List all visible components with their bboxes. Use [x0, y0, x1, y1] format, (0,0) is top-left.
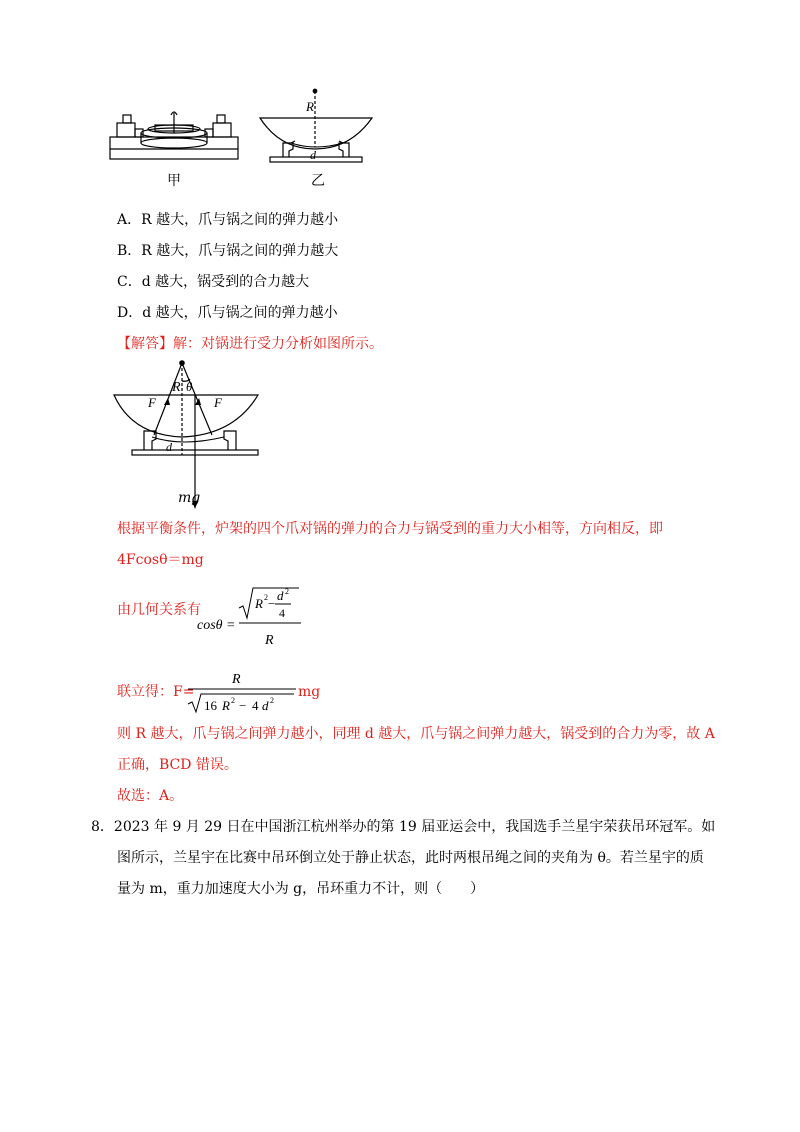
- option-c-text: d 越大，锅受到的合力越大: [141, 274, 310, 290]
- q8-line1-text: 2023 年 9 月 29 日在中国浙江杭州举办的第 19 届亚运会中，我国选手兰星宇荣获吊环冠军。如: [113, 819, 716, 835]
- fd-label-F-right: F: [214, 395, 222, 410]
- option-b-letter: B．: [117, 243, 142, 259]
- answer-choice: 故选：A。: [117, 788, 184, 804]
- answer-intro-text: 解：对锅进行受力分析如图所示。: [173, 336, 383, 352]
- conclusion-line1: 则 R 越大，爪与锅之间弹力越小，同理 d 越大，爪与锅之间弹力越大，锅受到的合力为零，故 A: [117, 726, 715, 742]
- fd-label-R: R: [172, 380, 181, 395]
- label-d-top: d: [310, 148, 316, 162]
- geometry-label: 由几何关系有: [117, 602, 201, 618]
- cos-formula: [195, 584, 315, 656]
- option-c-letter: C．: [117, 274, 142, 290]
- combine-label: 联立得：F=: [117, 684, 195, 700]
- svg-text:d: d: [262, 698, 269, 713]
- answer-para1-line2: 4Fcosθ＝mg: [117, 552, 204, 568]
- answer-para1-line1: 根据平衡条件，炉架的四个爪对锅的弹力的合力与锅受到的重力大小相等，方向相反，即: [117, 521, 663, 537]
- label-R-top: R: [306, 99, 314, 114]
- svg-text:2: 2: [285, 587, 289, 596]
- answer-intro: [117, 334, 383, 354]
- combine-num: R: [232, 672, 241, 687]
- option-d-text: d 越大，爪与锅之间的弹力越小: [142, 305, 338, 321]
- svg-text:16: 16: [204, 698, 217, 713]
- svg-text:2: 2: [231, 696, 235, 705]
- option-d-letter: D．: [117, 305, 143, 321]
- answer-tag: 【解答】: [117, 336, 173, 352]
- combine-tail: mg: [298, 684, 321, 700]
- fd-label-mg: mg: [178, 490, 201, 506]
- svg-text:R: R: [255, 596, 263, 611]
- wok-diagram-yi: [260, 89, 372, 162]
- q8-line1: [91, 817, 715, 837]
- svg-text:4: 4: [252, 698, 259, 713]
- combine-formula: [186, 668, 298, 716]
- svg-text:2: 2: [270, 696, 274, 705]
- stove-diagram-jia: [110, 112, 238, 159]
- option-c: [117, 272, 309, 292]
- conclusion-line2: 正确，BCD 错误。: [117, 757, 238, 773]
- option-a: [117, 210, 338, 230]
- svg-text:d: d: [277, 588, 284, 603]
- fd-label-theta: θ: [186, 379, 193, 394]
- q8-line3: 量为 m，重力加速度大小为 g，吊环重力不计，则（ ）: [117, 881, 485, 897]
- cos-den: R: [265, 633, 274, 648]
- caption-jia: 甲: [167, 174, 181, 189]
- caption-yi: 乙: [311, 174, 325, 189]
- option-a-text: R 越大，爪与锅之间的弹力越小: [141, 212, 339, 228]
- q8-number: 8．: [91, 819, 114, 835]
- option-a-letter: A．: [117, 212, 142, 228]
- svg-text:R: R: [222, 698, 230, 713]
- stove-figure: [105, 85, 390, 195]
- fd-label-d: d: [166, 440, 172, 454]
- svg-text:2: 2: [264, 593, 268, 602]
- option-b-text: R 越大，爪与锅之间的弹力越大: [141, 243, 339, 259]
- cos-lhs: cosθ =: [197, 618, 236, 633]
- fd-label-F-left: F: [148, 395, 156, 410]
- svg-text:−: −: [268, 596, 276, 611]
- svg-text:4: 4: [279, 606, 285, 620]
- option-d: [117, 303, 338, 323]
- q8-line2: 图所示，兰星宇在比赛中吊环倒立处于静止状态，此时两根吊绳之间的夹角为 θ。若兰星宇的质: [117, 850, 704, 866]
- option-b: [117, 241, 338, 261]
- svg-text:−: −: [239, 698, 247, 713]
